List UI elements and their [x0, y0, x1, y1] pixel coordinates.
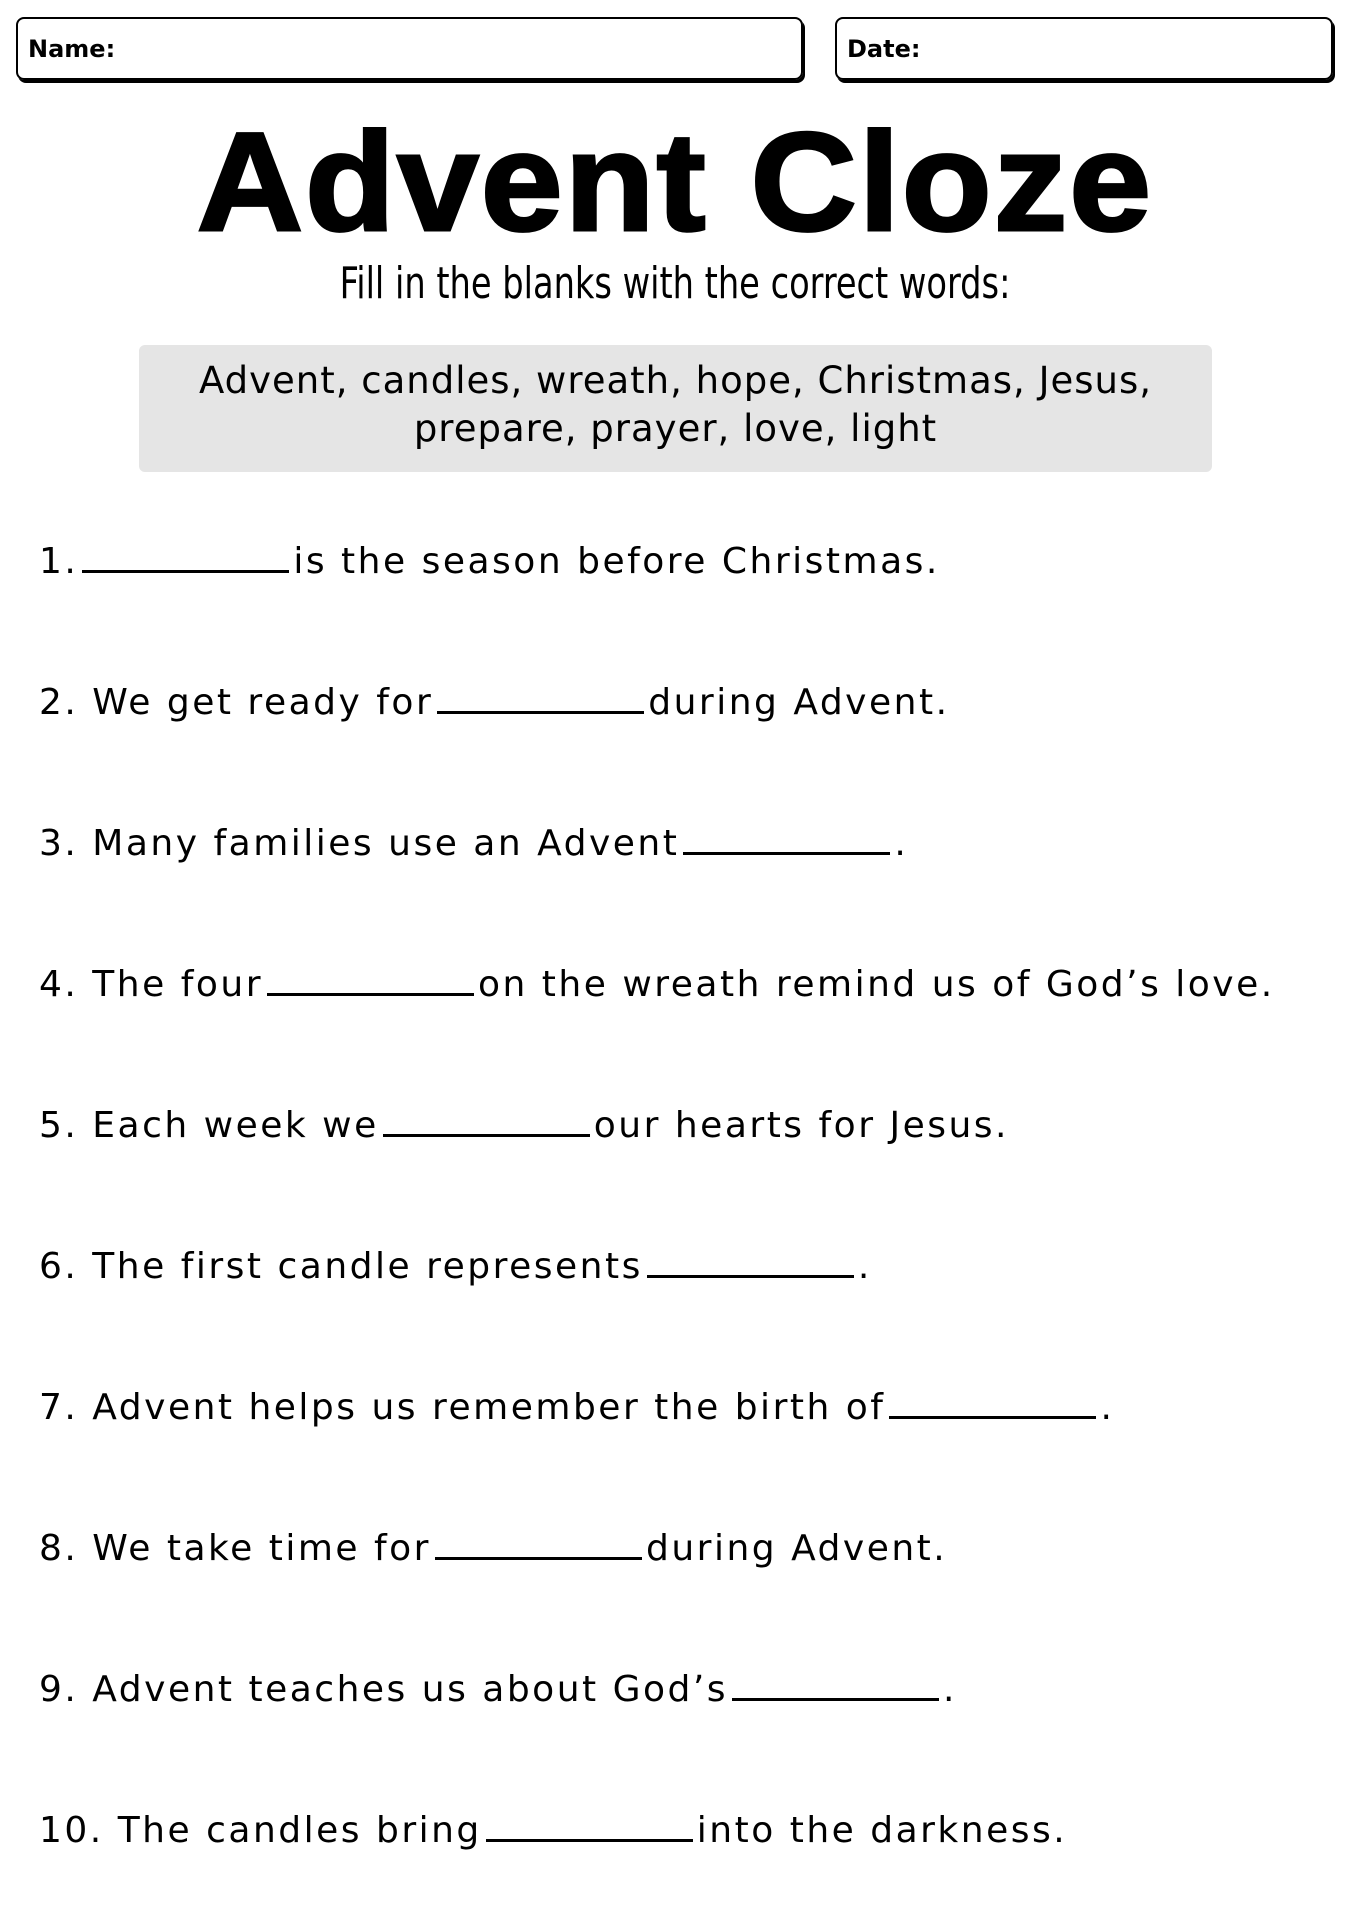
question-item [39, 1527, 947, 1569]
question-text-after: is the season before Christmas. [293, 541, 940, 582]
question-item [39, 1104, 1009, 1146]
question-text-before: 1. [39, 541, 79, 582]
question-item [39, 1245, 872, 1287]
question-item [39, 1386, 1114, 1428]
question-item [39, 822, 908, 864]
answer-blank[interactable] [683, 822, 890, 855]
name-label: Name: [28, 35, 116, 63]
date-field[interactable] [835, 17, 1333, 80]
question-text-after: . [943, 1669, 957, 1710]
question-text-before: 5. Each week we [39, 1105, 379, 1146]
answer-blank[interactable] [732, 1668, 939, 1701]
page-title: Advent Cloze [196, 103, 1154, 260]
word-bank [139, 345, 1212, 472]
question-text-after: . [894, 823, 909, 864]
question-item [39, 1809, 1067, 1851]
question-text-before: 9. Advent teaches us about God’s [39, 1669, 729, 1710]
question-text-before: 4. The four [39, 964, 264, 1005]
question-text-after: during Advent. [648, 682, 950, 723]
answer-blank[interactable] [437, 681, 644, 714]
answer-blank[interactable] [647, 1245, 854, 1278]
question-text-after: our hearts for Jesus. [593, 1105, 1009, 1146]
question-item [39, 1668, 957, 1710]
question-item [39, 540, 940, 582]
question-text-before: 8. We take time for [39, 1528, 431, 1569]
answer-blank[interactable] [383, 1104, 590, 1137]
instructions: Fill in the blanks with the correct words: [339, 258, 1011, 309]
answer-blank[interactable] [267, 963, 474, 996]
question-text-after: on the wreath remind us of God’s love. [478, 964, 1275, 1005]
question-text-before: 6. The first candle represents [39, 1246, 643, 1287]
answer-blank[interactable] [889, 1386, 1096, 1419]
date-label: Date: [847, 35, 921, 63]
answer-blank[interactable] [486, 1809, 693, 1842]
question-text-after: into the darkness. [696, 1810, 1068, 1851]
answer-blank[interactable] [435, 1527, 642, 1560]
question-item [39, 963, 1275, 1005]
answer-blank[interactable] [82, 540, 289, 573]
question-item [39, 681, 950, 723]
word-bank-line: Advent, candles, wreath, hope, Christmas, Jesus, [198, 359, 1153, 402]
question-text-before: 7. Advent helps us remember the birth of [39, 1387, 886, 1428]
word-bank-line: prepare, prayer, love, light [413, 407, 938, 450]
question-text-before: 10. The candles bring [39, 1810, 482, 1851]
name-field[interactable] [16, 17, 803, 80]
question-text-after: . [1100, 1387, 1115, 1428]
question-text-after: . [857, 1246, 872, 1287]
question-text-after: during Advent. [645, 1528, 948, 1569]
question-text-before: 2. We get ready for [39, 682, 434, 723]
question-text-before: 3. Many families use an Advent [39, 823, 680, 864]
